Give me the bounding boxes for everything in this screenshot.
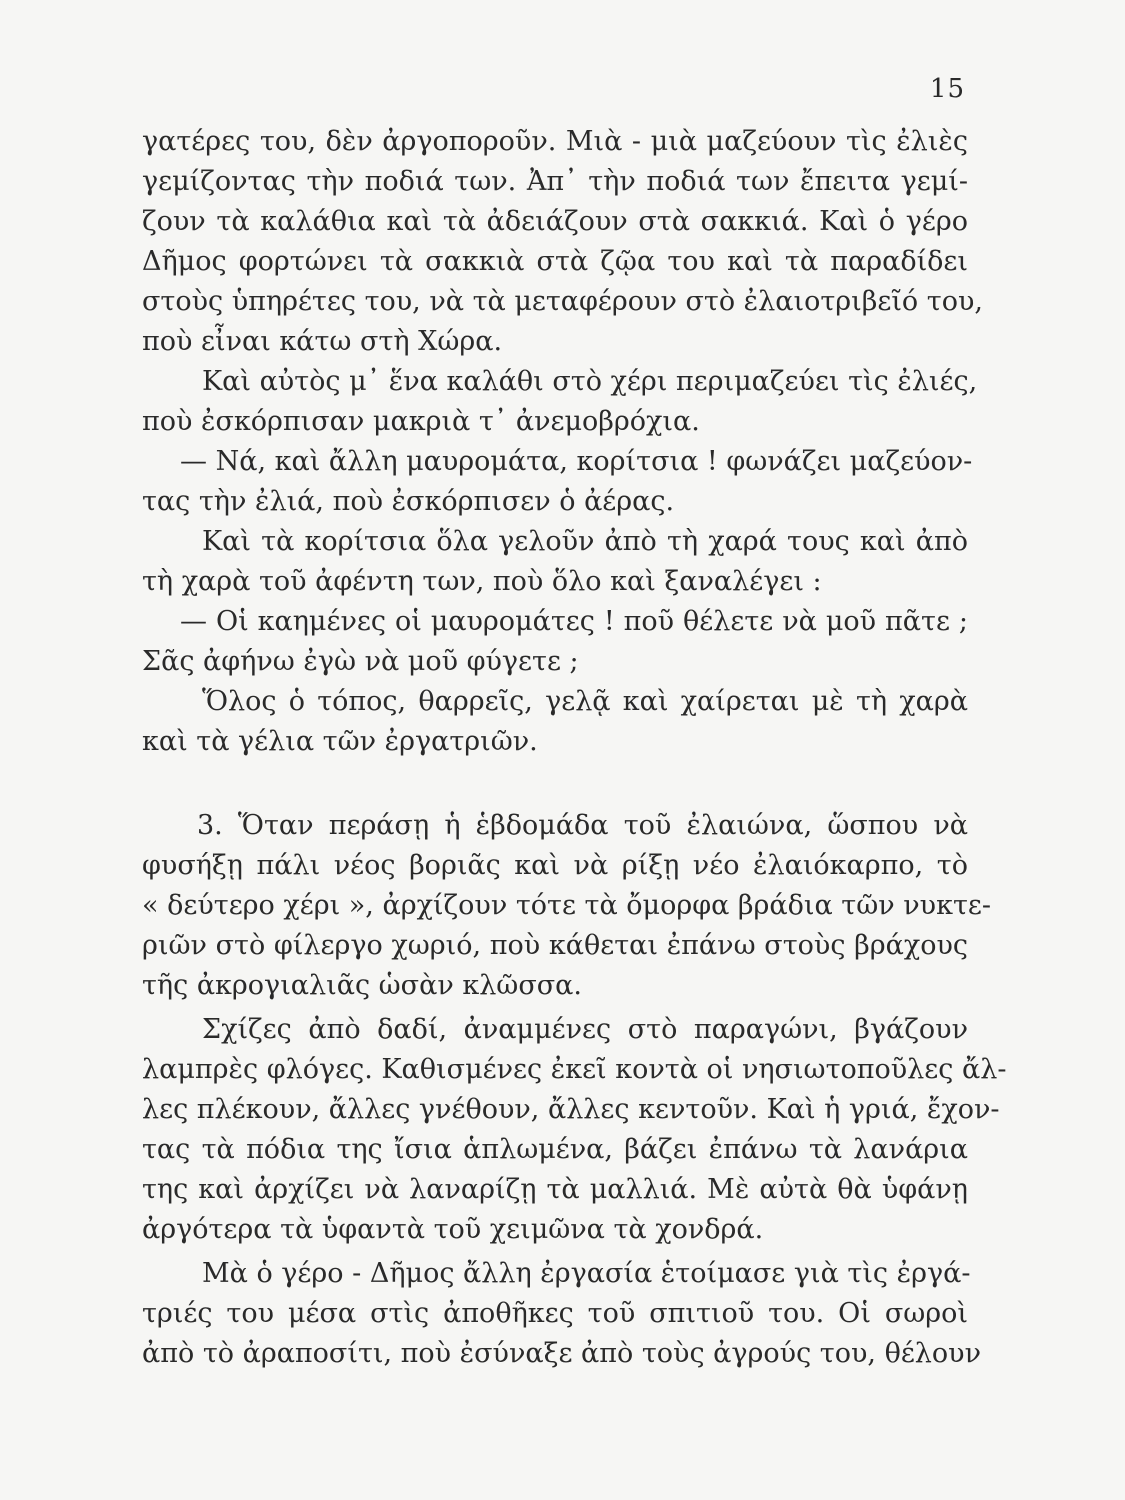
text-line: — Νά, καὶ ἄλλη μαυρομάτα, κορίτσια ! φωνάζει μαζεύον- [180, 446, 973, 477]
text-line: λες πλέκουν, ἄλλες γνέθουν, ἄλλες κεντοῦν. Καὶ ἡ γριά, ἔχον- [142, 1094, 1000, 1125]
page-number: 15 [929, 74, 965, 104]
text-line: τριές του μέσα στὶς ἀποθῆκες τοῦ σπιτιοῦ του. Οἱ σωροὶ [142, 1298, 968, 1329]
text-line: ἀπὸ τὸ ἀραποσίτι, ποὺ ἐσύναξε ἀπὸ τοὺς ἀγρούς του, θέλουν [142, 1338, 982, 1369]
text-line: Καὶ τὰ κορίτσια ὅλα γελοῦν ἀπὸ τὴ χαρά τους καὶ ἀπὸ [202, 526, 968, 557]
text-line: ἀργότερα τὰ ὑφαντὰ τοῦ χειμῶνα τὰ χονδρά. [142, 1214, 764, 1245]
text-line: — Οἱ καημένες οἱ μαυρομάτες ! ποῦ θέλετε νὰ μοῦ πᾶτε ; [180, 606, 968, 637]
section-gap [142, 762, 968, 806]
text-line: « δεύτερο χέρι », ἀρχίζουν τότε τὰ ὄμορφα βράδια τῶν νυκτε- [142, 890, 991, 921]
text-line: τας τὰ πόδια της ἴσια ἁπλωμένα, βάζει ἐπάνω τὰ λανάρια [142, 1134, 968, 1165]
text-line: της καὶ ἀρχίζει νὰ λαναρίζῃ τὰ μαλλιά. Μὲ αὐτὰ θὰ ὑφάνῃ [142, 1174, 968, 1205]
text-line: Σχίζες ἀπὸ δαδί, ἀναμμένες στὸ παραγώνι, βγάζουν [202, 1014, 968, 1045]
text-line: τας τὴν ἐλιά, ποὺ ἐσκόρπισεν ὁ ἀέρας. [142, 486, 675, 517]
text-line: ποὺ ἐσκόρπισαν μακριὰ τ᾽ ἀνεμοβρόχια. [142, 406, 700, 437]
text-line: 3. Ὅταν περάσῃ ἡ ἑβδομάδα τοῦ ἐλαιώνα, ὥσπου νὰ [197, 810, 968, 841]
body-text [142, 122, 1007, 1374]
text-line: γατέρες του, δὲν ἀργοποροῦν. Μιὰ - μιὰ μαζεύουν τὶς ἐλιὲς [142, 126, 968, 157]
text-line: καὶ τὰ γέλια τῶν ἐργατριῶν. [142, 726, 538, 757]
text-line: Μὰ ὁ γέρο - Δῆμος ἄλλη ἐργασία ἑτοίμασε γιὰ τὶς ἐργά- [202, 1258, 971, 1289]
text-line: Καὶ αὐτὸς μ᾽ ἕνα καλάθι στὸ χέρι περιμαζεύει τὶς ἐλιές, [202, 366, 978, 397]
text-line: τὴ χαρὰ τοῦ ἀφέντη των, ποὺ ὅλο καὶ ξαναλέγει : [142, 566, 822, 597]
text-line: ποὺ εἶναι κάτω στὴ Χώρα. [142, 326, 503, 357]
text-line: γεμίζοντας τὴν ποδιά των. Ἀπ᾽ τὴν ποδιά των ἔπειτα γεμί- [142, 166, 968, 197]
text-line: Ὅλος ὁ τόπος, θαρρεῖς, γελᾷ καὶ χαίρεται μὲ τὴ χαρὰ [202, 686, 968, 717]
text-line: ριῶν στὸ φίλεργο χωριό, ποὺ κάθεται ἐπάνω στοὺς βράχους [142, 930, 968, 961]
text-line: λαμπρὲς φλόγες. Καθισμένες ἐκεῖ κοντὰ οἱ νησιωτοποῦλες ἄλ- [142, 1054, 1007, 1085]
text-line: φυσήξῃ πάλι νέος βοριᾶς καὶ νὰ ρίξῃ νέο ἐλαιόκαρπο, τὸ [142, 850, 968, 881]
text-line: στοὺς ὑπηρέτες του, νὰ τὰ μεταφέρουν στὸ ἐλαιοτριβεῖό του, [142, 286, 983, 317]
text-line: τῆς ἀκρογιαλιᾶς ὡσὰν κλῶσσα. [142, 970, 583, 1001]
text-line: Δῆμος φορτώνει τὰ σακκιὰ στὰ ζῷα του καὶ τὰ παραδίδει [142, 246, 968, 277]
text-line: ζουν τὰ καλάθια καὶ τὰ ἀδειάζουν στὰ σακκιά. Καὶ ὁ γέρο [142, 206, 968, 237]
text-line: Σᾶς ἀφήνω ἐγὼ νὰ μοῦ φύγετε ; [142, 646, 579, 677]
